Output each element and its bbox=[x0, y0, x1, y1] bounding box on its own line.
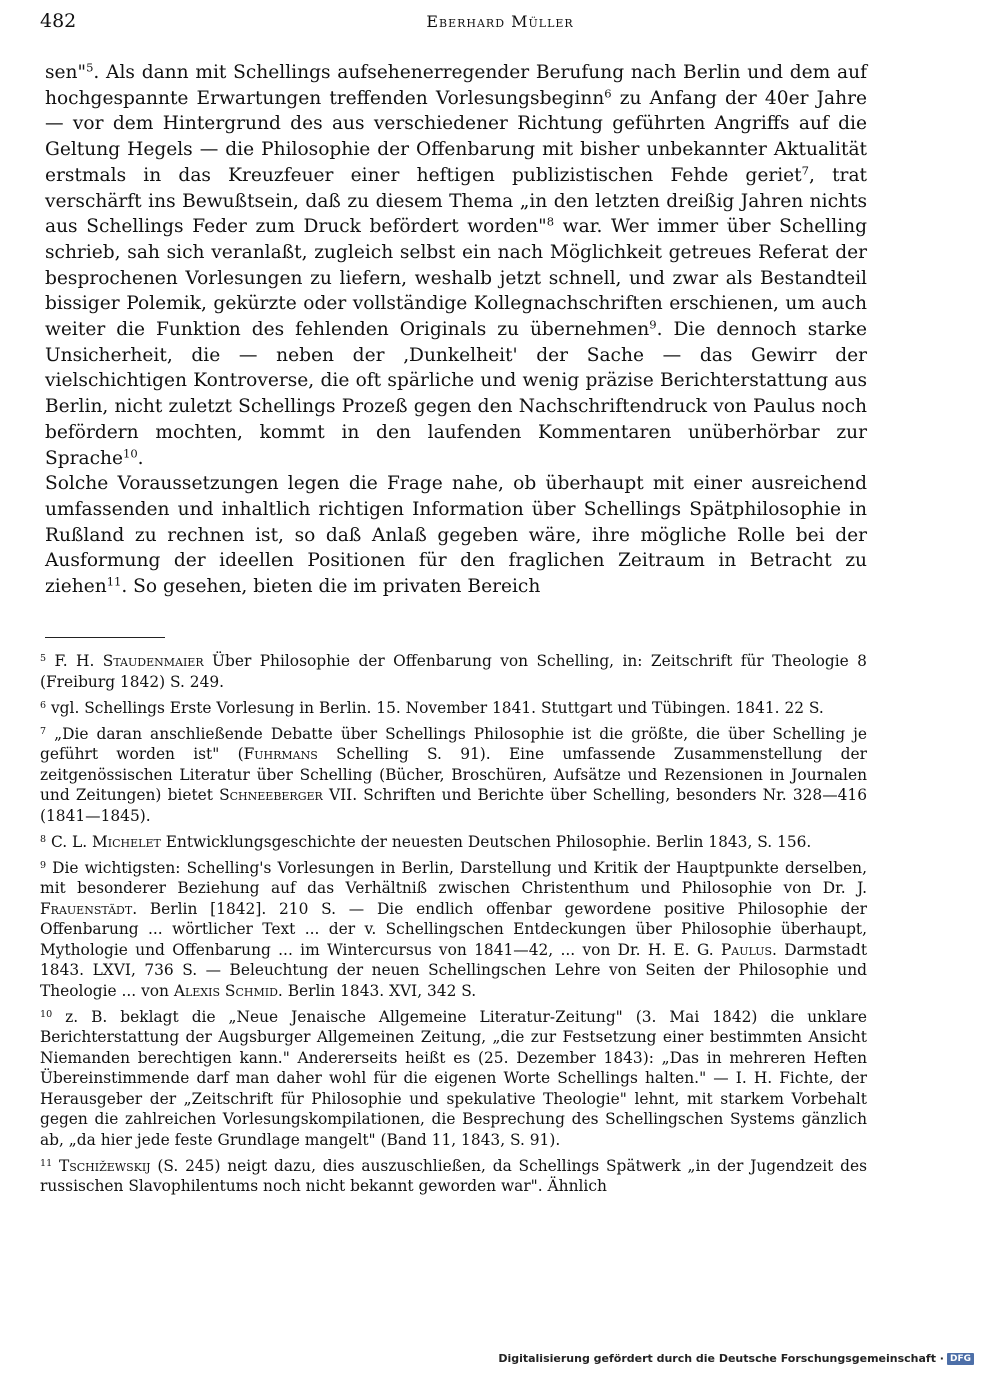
footnote-ref[interactable]: 6 bbox=[604, 86, 612, 101]
author-name: Tschižewskij bbox=[58, 1156, 151, 1175]
page-number: 482 bbox=[40, 10, 77, 32]
footnote-number: 5 bbox=[40, 652, 47, 664]
footnote: $^9$ Die wichtigsten: Schelling's Vorlesungen in Berlin, Darstellung und Kritik der Hauptpunkte derselben, mit besonderer Beziehung auf das Verhältniß zwischen Christenthum und Philosophie von Dr. J. Frauenstädt. Berlin [1842]. 210 S. — Die endlich offenbar gewordene positive Philosophie der Offenbarung ... wörtlicher Text ... der v. Schellingschen Entdeckungen über Philosophie überhaupt, Mythologie und Offenbarung ... im Wintercursus von 1841—42, ... von Dr. H. E. G. Paulus. Darmstadt 1843. LXVI, 736 S. — Beleuchtung der neuen Schellingschen Lehre von Seiten der Philosophie und Theologie ... von Alexis Schmid. Berlin 1843. XVI, 342 S. bbox=[40, 858, 868, 1000]
footnote-number: 8 bbox=[40, 833, 47, 845]
dfg-logo: DFG bbox=[947, 1353, 974, 1365]
footnote-number: 9 bbox=[40, 859, 47, 871]
footnote: $^7$ „Die daran anschließende Debatte über Schellings Philosophie ist die größte, die über Schelling je geführt worden ist" (Fuhrmans Schelling S. 91). Eine umfassende Zusammenstellung der zeitgenössischen Literatur über Schelling (Bücher, Broschüren, Aufsätze und Rezensionen in Journalen und Zeitungen) bietet Schneeberger VII. Schriften und Berichte über Schelling, besonders Nr. 328—416 (1841—1845). bbox=[40, 724, 867, 825]
footnote-ref[interactable]: 11 bbox=[106, 574, 122, 589]
footnote-ref[interactable]: 10 bbox=[123, 446, 138, 461]
author-name: C. L. Michelet bbox=[50, 832, 161, 851]
author-name: Schneeberger bbox=[219, 786, 323, 804]
author-name: Paulus bbox=[720, 940, 773, 959]
footnote: $^8$ C. L. Michelet Entwicklungsgeschichte der neuesten Deutschen Philosophie. Berlin 1843, S. 156. bbox=[40, 832, 812, 851]
footnote: $^6$ vgl. Schellings Erste Vorlesung in Berlin. 15. November 1841. Stuttgart und Tübingen. 1841. 22 S. bbox=[40, 698, 824, 717]
author-name: Fuhrmans bbox=[243, 745, 318, 763]
footnote: $^{11}$ Tschižewskij (S. 245) neigt dazu, dies auszuschließen, da Schellings Spätwerk „in der Jugendzeit des russischen Slavophilentums noch nicht bekannt geworden war". Ähnlich bbox=[40, 1156, 867, 1195]
footnote: $^5$ F. H. Staudenmaier Über Philosophie der Offenbarung von Schelling, in: Zeitschrift für Theologie 8 (Freiburg 1842) S. 249. bbox=[40, 652, 867, 691]
footnote-ref[interactable]: 5 bbox=[86, 60, 94, 75]
footnote-ref[interactable]: 7 bbox=[801, 163, 809, 178]
footnote-ref[interactable]: 9 bbox=[649, 317, 657, 332]
author-name: F. H. Staudenmaier bbox=[54, 652, 204, 670]
footnote-ref[interactable]: 8 bbox=[546, 214, 555, 229]
running-header: Eberhard Müller bbox=[426, 12, 574, 31]
footnote: $^{10}$ z. B. beklagt die „Neue Jenaische Allgemeine Literatur-Zeitung" (3. Mai 1842) die unklare Berichterstattung der Augsburger Allgemeinen Zeitung, „die zur Festsetzung einer bestimmten Ansicht Niemanden berechtigen kann." Andererseits heißt es (25. Dezember 1843): „Das in mehreren Heften Übereinstimmende darf man daher wohl für die eigenen Worte Schellings halten." — I. H. Fichte, der Herausgeber der „Zeitschrift für Philosophie und spekulative Theologie" lehnt, mit starkem Vorbehalt gegen die zahlreichen Vorlesungskompilationen, die Besprechung des Schellingschen Systems gänzlich ab, „da hier jede feste Grundlage mangelt" (Band 11, 1843, S. 91). bbox=[40, 1007, 867, 1149]
digitization-credit bbox=[498, 1352, 974, 1365]
footnote-number: 10 bbox=[40, 1008, 53, 1020]
main-text bbox=[45, 60, 867, 600]
footnote-number: 6 bbox=[40, 699, 47, 711]
credit-text: Digitalisierung gefördert durch die Deutsche Forschungsgemeinschaft · bbox=[498, 1352, 944, 1365]
paragraph: Solche Voraussetzungen legen die Frage nahe, ob überhaupt mit einer ausreichend umfassenden und inhaltlich richtigen Information über Schellings Spätphilosophie in Rußland zu rechnen ist, so daß Anlaß gegeben wäre, ihre mögliche Rolle bei der Ausformung der ideellen Positionen für den fraglichen Zeitraum in Betracht zu ziehen$^{11}$. So gesehen, bieten die im privaten Bereich bbox=[45, 473, 867, 598]
footnote-divider bbox=[45, 637, 165, 638]
author-name: Frauenstädt bbox=[40, 899, 133, 918]
footnote-number: 7 bbox=[40, 725, 47, 737]
paragraph: sen"$^5$. Als dann mit Schellings aufsehenerregender Berufung nach Berlin und dem auf hochgespannte Erwartungen treffenden Vorlesungsbeginn$^6$ zu Anfang der 40er Jahre — vor dem Hintergrund des aus verschiedener Richtung geführten Angriffs auf die Geltung Hegels — die Philosophie der Offenbarung mit bisher unbekannter Aktualität erstmals in das Kreuzfeuer einer heftigen publizistischen Fehde geriet$^7$, trat verschärft ins Bewußtsein, daß zu diesem Thema „in den letzten dreißig Jahren nichts aus Schellings Feder zum Druck befördert worden"$^8$ war. Wer immer über Schelling schrieb, sah sich veranlaßt, zugleich selbst ein nach Möglichkeit getreues Referat der besprochenen Vorlesungen zu liefern, weshalb jetzt schnell, und zwar als Bestandteil bissiger Polemik, gekürzte oder vollständige Kollegnachschriften erschienen, um auch weiter die Funktion des fehlenden Originals zu übernehmen$^9$. Die dennoch starke Unsicherheit, die — neben der ‚Dunkelheit' der Sache — das Gewirr der vielschichtigen Kontroverse, die oft spärliche und wenig präzise Berichterstattung aus Berlin, nicht zuletzt Schellings Prozeß gegen den Nachschriftendruck von Paulus noch befördern mochten, kommt in den laufenden Kommentaren unüberhörbar zur Sprache$^{10}$. bbox=[45, 60, 868, 469]
footnotes bbox=[40, 651, 867, 1202]
author-name: Alexis Schmid bbox=[173, 981, 278, 1000]
footnote-number: 11 bbox=[40, 1157, 53, 1169]
